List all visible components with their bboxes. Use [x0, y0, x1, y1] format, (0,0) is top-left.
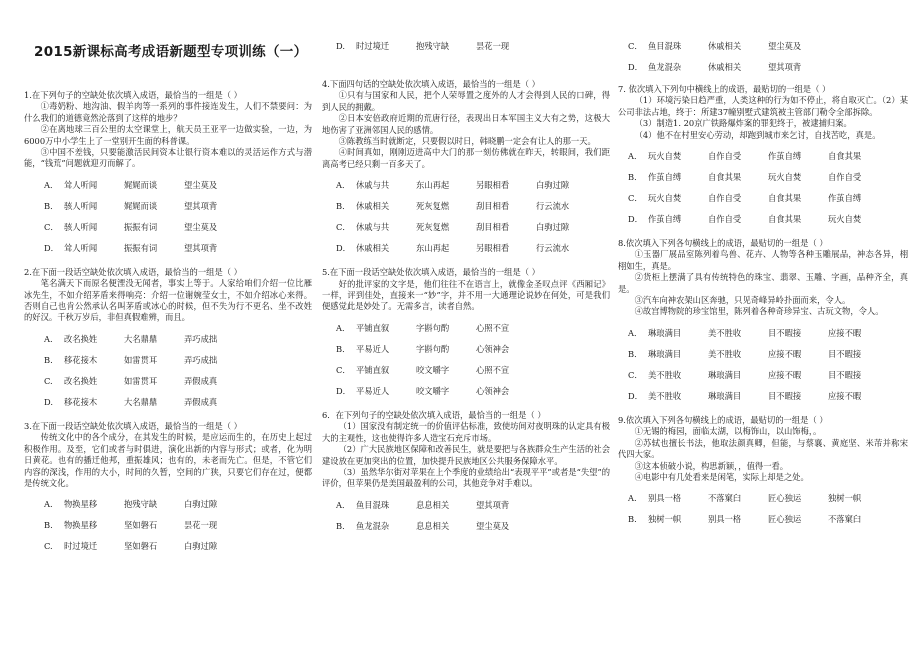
option-list	[24, 494, 312, 557]
question-1	[24, 90, 312, 259]
question-stem: 9.依次填入下列各句横线上的成语，最贴切的一组是（ ）	[618, 414, 828, 425]
question-stem: 5.在下面一段话空缺处依次填入成语，最恰当的一组是（ ）	[322, 267, 540, 278]
option-d[interactable]: D． 耸人听闻 振振有词 望其项背	[44, 242, 218, 253]
question-stem: 6．在下列句子的空缺处依次填入成语，最恰当的一组是（ ）	[322, 409, 546, 420]
option-a[interactable]: A． 鱼目混珠 息息相关 望其项背	[336, 499, 510, 510]
option-d[interactable]: D． 平易近人 咬文嚼字 心领神会	[336, 385, 510, 396]
sentence: ③陈教练当时就断定，只要假以时日，韩晓鹏一定会有让人的那一天。	[338, 136, 596, 147]
passage: 好的批评家的文字是，他们往往不在语言上，就像金圣叹点评《西厢记》一样，评到佳处，直接来一“妙”字，并不用一大通理论说妙在何处，可是我们便感觉此是妙处了。无需多言，读者自然。	[322, 278, 610, 312]
sentence: ①只有与国家和人民，把个人荣辱置之度外的人才会得到人民的口碑，得到人民的拥戴。	[322, 90, 610, 112]
question-5	[322, 267, 610, 402]
sentence: ②苏轼也擅长书法，他取法颜真卿，但能，与蔡襄、黄庭坚、米芾并称宋代四大家。	[618, 437, 908, 460]
option-b[interactable]: B． 琳琅满目 美不胜收 应接不暇 目不暇接	[628, 348, 862, 359]
option-d[interactable]: D． 作茧自缚 自作自受 自食其果 玩火自焚	[628, 214, 862, 225]
option-b[interactable]: B． 休戚相关 死灰复燃 刮目相看 行云流水	[336, 201, 570, 212]
option-a[interactable]: A. 物换星移 抱残守缺 白驹过隙	[44, 499, 218, 510]
question-9	[618, 415, 908, 530]
sentence: （1）环境污染日趋严重，人类这种的行为如不停止，将自取灭亡。（2）某公司非法占地，终于：所建37幢别墅式建筑被主管部门勒令全部拆除。	[618, 95, 908, 117]
option-c[interactable]: C． 玩火自焚 自作自受 自食其果 作茧自缚	[628, 193, 862, 204]
option-d[interactable]: D. 移花接木 大名鼎鼎 弄假成真	[44, 396, 218, 407]
sentence: ①毒奶粉、地沟油、假羊肉等一系列的事件接连发生，人们不禁要问：为什么我们的道德竟然沦落到了这样的地步？	[24, 101, 312, 123]
option-a[interactable]: A. 别具一格 不落窠臼 匠心独运 独树一帜	[628, 493, 862, 504]
column-middle	[322, 0, 610, 650]
question-8	[618, 238, 908, 407]
sentence: ②在离地球三百公里的太空课堂上，航天员王亚平一边做实验，一边，为6000万中小学生上了一堂别开生面的科普课。	[24, 124, 312, 146]
option-d[interactable]: D． 美不胜收 琳琅满目 目不暇接 应接不暇	[628, 390, 862, 401]
option-a[interactable]: A. 改名换姓 大名鼎鼎 弄巧成拙	[44, 333, 218, 344]
option-c[interactable]: C． 休戚与共 死灰复燃 刮目相看 白驹过隙	[336, 222, 570, 233]
option-c[interactable]: C． 骇人听闻 振振有词 望尘莫及	[44, 221, 218, 232]
option-list	[618, 488, 908, 530]
sentence: （2）广大民族地区保障和改善民生，就是要把与各族群众生产生活的社会建设放在更加突出的位置，加快提升民族地区公共服务保障水平。	[322, 444, 610, 466]
option-a[interactable]: A． 耸人听闻 娓娓而谈 望尘莫及	[44, 179, 218, 190]
page-title: 2015新课标高考成语新题型专项训练（一）	[34, 44, 308, 60]
option-b[interactable]: B． 作茧自缚 自食其果 玩火自焚 自作自受	[628, 172, 862, 183]
option-c[interactable]: C. 时过境迁 坚如磐石 白驹过隙	[44, 541, 218, 552]
option-d[interactable]: D. 时过境迁 抱残守缺 昙花一现	[336, 41, 510, 51]
column-right	[618, 0, 908, 650]
sentence: ④故宫博物院的珍宝馆里，陈列着各种奇珍异宝、古玩文物，令人。	[634, 306, 884, 317]
sentence: ③汽车向神农架山区奔驰，只见奇峰异岭扑面而来，令人。	[634, 295, 851, 306]
sentence: ④电影中有几处看来是闲笔，实际上却是之处。	[634, 471, 809, 482]
option-b[interactable]: B. 独树一帜 别具一格 匠心独运 不落窠臼	[628, 514, 862, 525]
sentence: ①无锡的梅园，面临太湖，以梅饰山，以山饰梅，。	[634, 426, 822, 437]
option-a[interactable]: A． 玩火自焚 自作自受 作茧自缚 自食其果	[628, 151, 862, 162]
question-4	[322, 79, 610, 259]
sentence: ②货柜上摆满了具有传统特色的珠宝、翡翠、玉雕、字画，品种齐全，真是。	[618, 272, 908, 294]
sentence: （3）制造1. 20京广铁路爆炸案的罪犯终于，被逮捕归案。	[634, 118, 852, 129]
question-stem: 7. 依次填入下列句中横线上的成语，最贴切的一组是（ ）	[618, 84, 831, 94]
passage: 笔名满天下而原名便湮没无闻者，事实上等于。人家给咱们介绍一位比雁冰先生，不如介绍茅盾来得响亮：介绍一位谢婉莹女士，不如介绍冰心来得。否则自己也肯公然承认名叫茅盾或冰心的时候，但不失为行不更名、坐不改姓的好汉。千秋万岁后，非但真假难辨，而且。	[24, 278, 312, 323]
option-d[interactable]: D． 休戚相关 东山再起 另眼相看 行云流水	[336, 243, 570, 254]
question-3	[24, 421, 312, 557]
column-left	[24, 0, 312, 650]
question-stem: 2.在下面一段话空缺处依次填入成语，最恰当的一组是（ ）	[24, 266, 242, 277]
sentence: ②日本安倍政府近期的荒唐行径，表现出日本军国主义大有之势，这极大地伤害了亚洲邻国人民的感情。	[322, 113, 610, 135]
option-a[interactable]: A． 平铺直叙 字斟句酌 心照不宣	[336, 322, 510, 333]
option-list	[322, 495, 610, 537]
option-c[interactable]: C． 平铺直叙 咬文嚼字 心照不宣	[336, 364, 510, 375]
option-c[interactable]: C． 鱼目混珠 休戚相关 望尘莫及	[628, 41, 802, 51]
question-stem: 1.在下列句子的空缺处依次填入成语，最恰当的一组是（ ）	[24, 90, 242, 100]
option-c[interactable]: C. 改名换姓 如雷贯耳 弄假成真	[44, 375, 218, 386]
option-b[interactable]: B． 骇人听闻 娓娓而谈 望其项背	[44, 200, 218, 211]
option-list	[618, 146, 908, 230]
question-stem: 4.下面四句话的空缺处依次填入成语，最恰当的一组是（ ）	[322, 79, 540, 89]
option-list	[322, 175, 610, 259]
sentence: （4）他不在村里安心劳动，却跑到城市来乞讨，自找苦吃，真是。	[634, 129, 881, 140]
option-list	[322, 318, 610, 402]
sentence: ①玉器厂展品室陈列着鸟兽、花卉、人物等各种玉雕展品，神态各异，栩栩如生，真是。	[618, 249, 908, 271]
option-list	[618, 323, 908, 407]
question-7	[618, 84, 908, 230]
sentence: （1）国家没有制定统一的价值评估标准，致使坊间对夜明珠的认定具有极大的主观性，这也使得许多人造宝石充斥市场。	[322, 421, 610, 443]
sentence: （3）虽然华尔街对苹果在上个季度的业绩给出“表现平平”或者是“失望”的评价，但苹果仍是美国最盈利的公司，其他竞争对手难以。	[322, 466, 610, 489]
option-d[interactable]: D． 鱼龙混杂 休戚相关 望其项背	[628, 62, 802, 72]
passage: 传统文化中的各个成分，在其发生的时候，是应运而生的，在历史上起过积极作用。及至，它们或者与时俱进，演化出新的内容与形式；或者，化为明日黄花。也有的播迁他邦，重振雄风；也有的，未老而先亡。但是，不管它们内容的深浅，作用的大小，时间的久暂，空间的广狭，只要它们存在过，便都是传统文化。	[24, 432, 312, 488]
option-c[interactable]: C． 美不胜收 琳琅满目 应接不暇 目不暇接	[628, 369, 862, 380]
option-b[interactable]: B． 平易近人 字斟句酌 心领神会	[336, 343, 510, 354]
option-list	[24, 329, 312, 413]
option-a[interactable]: A． 琳琅满目 美不胜收 目不暇接 应接不暇	[628, 327, 862, 338]
option-a[interactable]: A． 休戚与共 东山再起 另眼相看 白驹过隙	[336, 180, 570, 191]
question-6	[322, 410, 610, 537]
sentence: ③中国不差钱，只要能激活民间资本让银行资本难以的灵活运作方式与潜能，“钱荒”问题就迎刃而解了。	[24, 147, 312, 169]
question-stem: 3.在下面一段话空缺处依次填入成语，最恰当的一组是（ ）	[24, 420, 242, 431]
option-b[interactable]: B. 物换星移 坚如磐石 昙花一现	[44, 520, 218, 531]
option-list	[322, 36, 610, 57]
option-b[interactable]: B． 鱼龙混杂 息息相关 望尘莫及	[336, 520, 510, 531]
sentence: ④时间真如，刚刚迈进高中大门的那一刻仿佛就在昨天，转眼间，我们距离高考已经只剩一百多天了。	[322, 147, 610, 169]
question-2	[24, 267, 312, 413]
option-b[interactable]: B. 移花接木 如雷贯耳 弄巧成拙	[44, 354, 218, 365]
option-list	[618, 36, 908, 78]
option-list	[24, 175, 312, 259]
sentence: ③这本侦破小说，构思新颖，，值得一看。	[634, 460, 789, 471]
question-stem: 8.依次填入下列各句横线上的成语，最贴切的一组是（ ）	[618, 238, 828, 249]
